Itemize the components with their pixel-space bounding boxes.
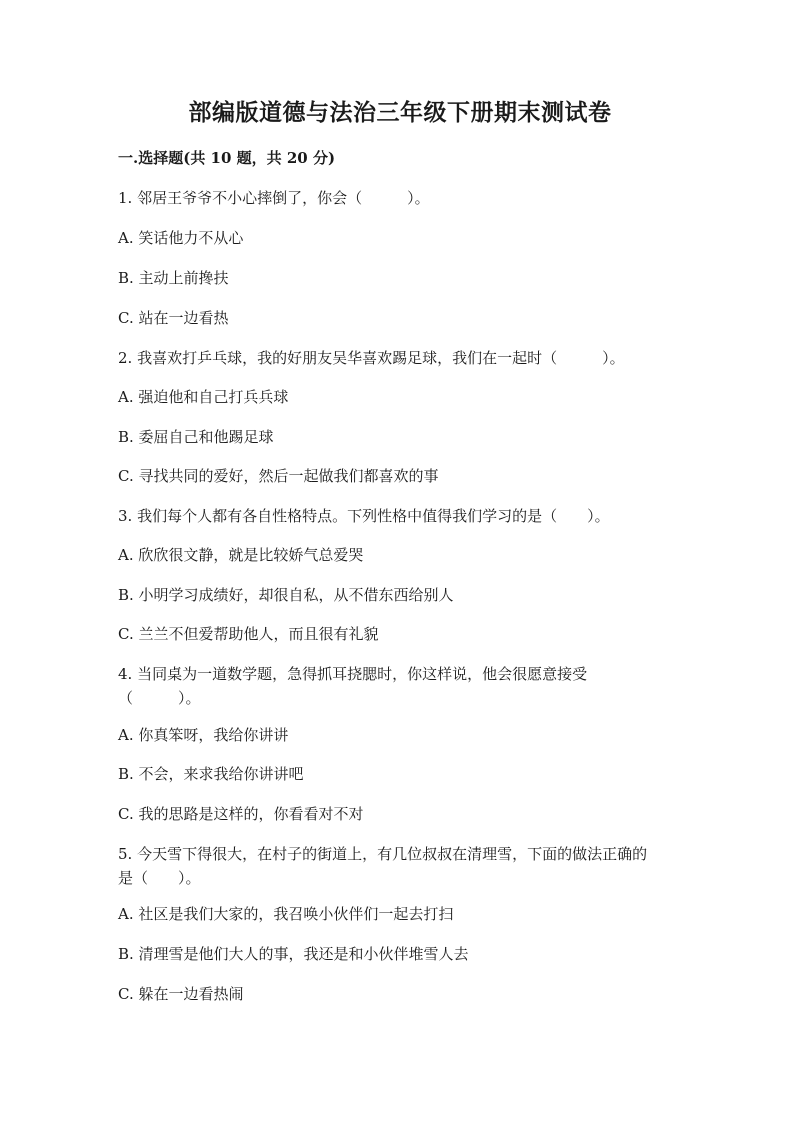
question-5-stem: 5. 今天雪下得很大，在村子的街道上，有几位叔叔在清理雪，下面的做法正确的是（ ）。 bbox=[118, 845, 648, 887]
question-4-option-b: B. 不会，来求我给你讲讲吧 bbox=[118, 765, 304, 783]
question-5-option-b: B. 清理雪是他们大人的事，我还是和小伙伴堆雪人去 bbox=[118, 945, 469, 963]
question-4-option-c: C. 我的思路是这样的，你看看对不对 bbox=[118, 805, 364, 823]
question-4-stem: 4. 当同桌为一道数学题，急得抓耳挠腮时，你这样说，他会很愿意接受（ ）。 bbox=[118, 665, 588, 707]
question-2-option-a: A. 强迫他和自己打兵兵球 bbox=[118, 388, 289, 406]
question-1-option-c: C. 站在一边看热 bbox=[118, 309, 229, 327]
question-3-option-a: A. 欣欣很文静，就是比较娇气总爱哭 bbox=[118, 546, 364, 564]
question-2-option-c: C. 寻找共同的爱好，然后一起做我们都喜欢的事 bbox=[118, 467, 439, 485]
page-title: 部编版道德与法治三年级下册期末测试卷 bbox=[188, 99, 612, 126]
question-3-option-c: C. 兰兰不但爱帮助他人，而且很有礼貌 bbox=[118, 625, 379, 643]
question-3-stem: 3. 我们每个人都有各自性格特点。下列性格中值得我们学习的是（ ）。 bbox=[118, 507, 610, 525]
question-1-option-b: B. 主动上前搀扶 bbox=[118, 269, 229, 287]
question-2-stem: 2. 我喜欢打乒乓球，我的好朋友吴华喜欢踢足球，我们在一起时（ ）。 bbox=[118, 349, 625, 367]
question-3-option-b: B. 小明学习成绩好，却很自私，从不借东西给别人 bbox=[118, 586, 454, 604]
question-5-option-a: A. 社区是我们大家的，我召唤小伙伴们一起去打扫 bbox=[118, 905, 454, 923]
question-4-option-a: A. 你真笨呀，我给你讲讲 bbox=[118, 726, 289, 744]
question-5-option-c: C. 躲在一边看热闹 bbox=[118, 985, 244, 1003]
question-1-stem: 1. 邻居王爷爷不小心摔倒了，你会（ ）。 bbox=[118, 189, 430, 207]
question-2-option-b: B. 委屈自己和他踢足球 bbox=[118, 428, 274, 446]
section-heading: 一.选择题(共 10 题，共 20 分) bbox=[118, 149, 336, 167]
question-1-option-a: A. 笑话他力不从心 bbox=[118, 229, 244, 247]
